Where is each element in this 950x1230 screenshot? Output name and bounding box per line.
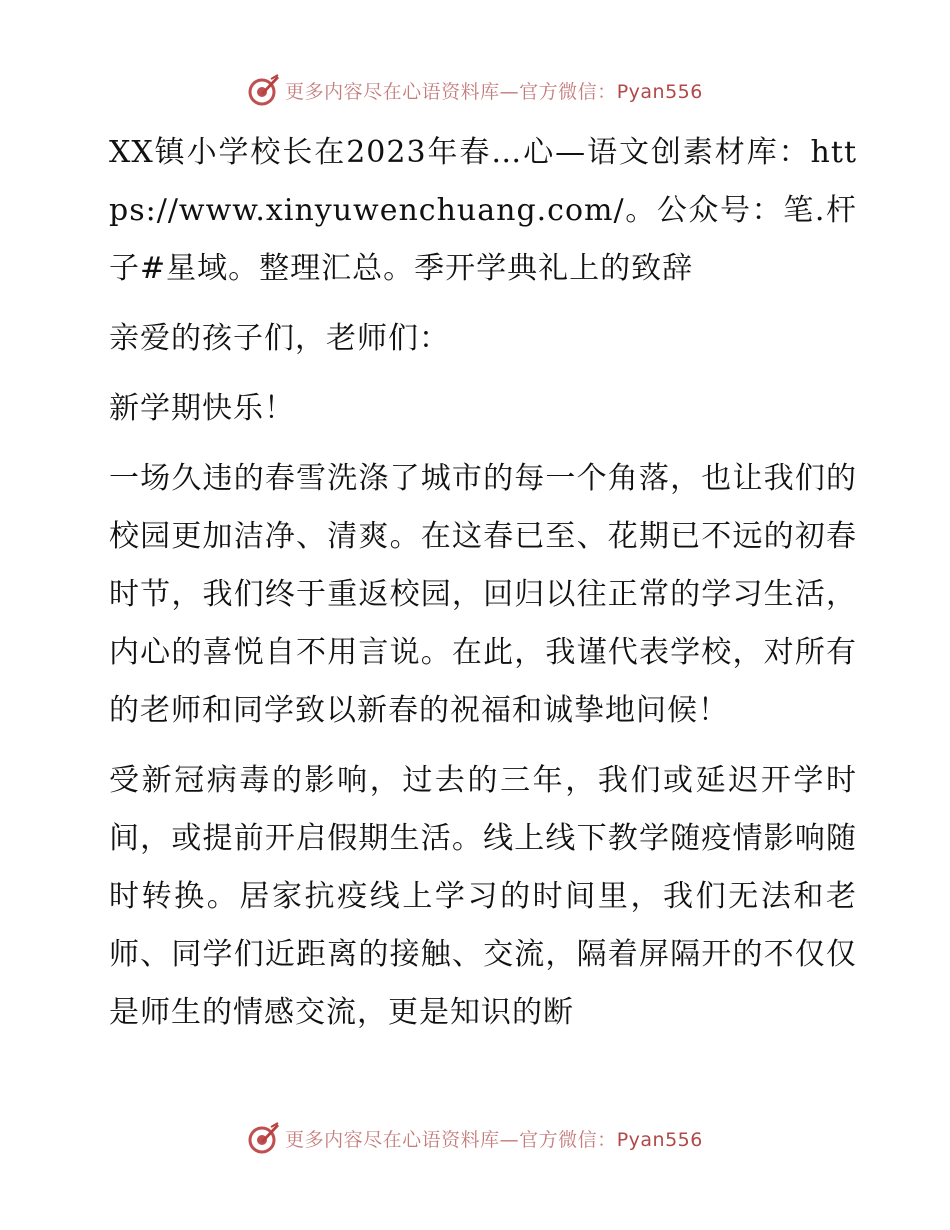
greeting-paragraph: 新学期快乐！ <box>109 391 295 426</box>
document-title-paragraph: XX镇小学校长在2023年春…心—语文创素材库：https://www.xinyuwenchuang.com/。公众号：笔.杆子#星域。整理汇总。季开学典礼上的致辞 <box>109 135 857 286</box>
watermark-wechat-label: 官方微信： <box>519 1128 617 1151</box>
body-paragraph-2: 受新冠病毒的影响，过去的三年，我们或延迟开学时间，或提前开启假期生活。线上线下教学随疫情影响随时转换。居家抗疫线上学习的时间里，我们无法和老师、同学们近距离的接触、交流，隔着屏隔开的不仅仅是师生的情感交流，更是知识的断 <box>109 763 857 1030</box>
quill-logo-icon <box>247 1121 281 1155</box>
quill-logo-icon <box>247 73 281 107</box>
footer-watermark <box>0 1118 950 1158</box>
header-watermark <box>0 70 950 110</box>
watermark-site-text: 更多内容尽在心语资料库 <box>285 1128 500 1151</box>
document-body <box>97 124 857 1054</box>
watermark-site-text: 更多内容尽在心语资料库 <box>285 80 500 103</box>
watermark-separator: — <box>499 80 520 103</box>
watermark-wechat-id: Pyan556 <box>616 1128 703 1151</box>
body-paragraph-1: 一场久违的春雪洗涤了城市的每一个角落，也让我们的校园更加洁净、清爽。在这春已至、花期已不远的初春时节，我们终于重返校园，回归以往正常的学习生活，内心的喜悦自不用言说。在此，我谨代表学校，对所有的老师和同学致以新春的祝福和诚挚地问候！ <box>109 461 857 728</box>
watermark-separator: — <box>499 1128 520 1151</box>
watermark-wechat-id: Pyan556 <box>616 80 703 103</box>
salutation-paragraph: 亲爱的孩子们，老师们： <box>109 321 450 356</box>
watermark-wechat-label: 官方微信： <box>519 80 617 103</box>
